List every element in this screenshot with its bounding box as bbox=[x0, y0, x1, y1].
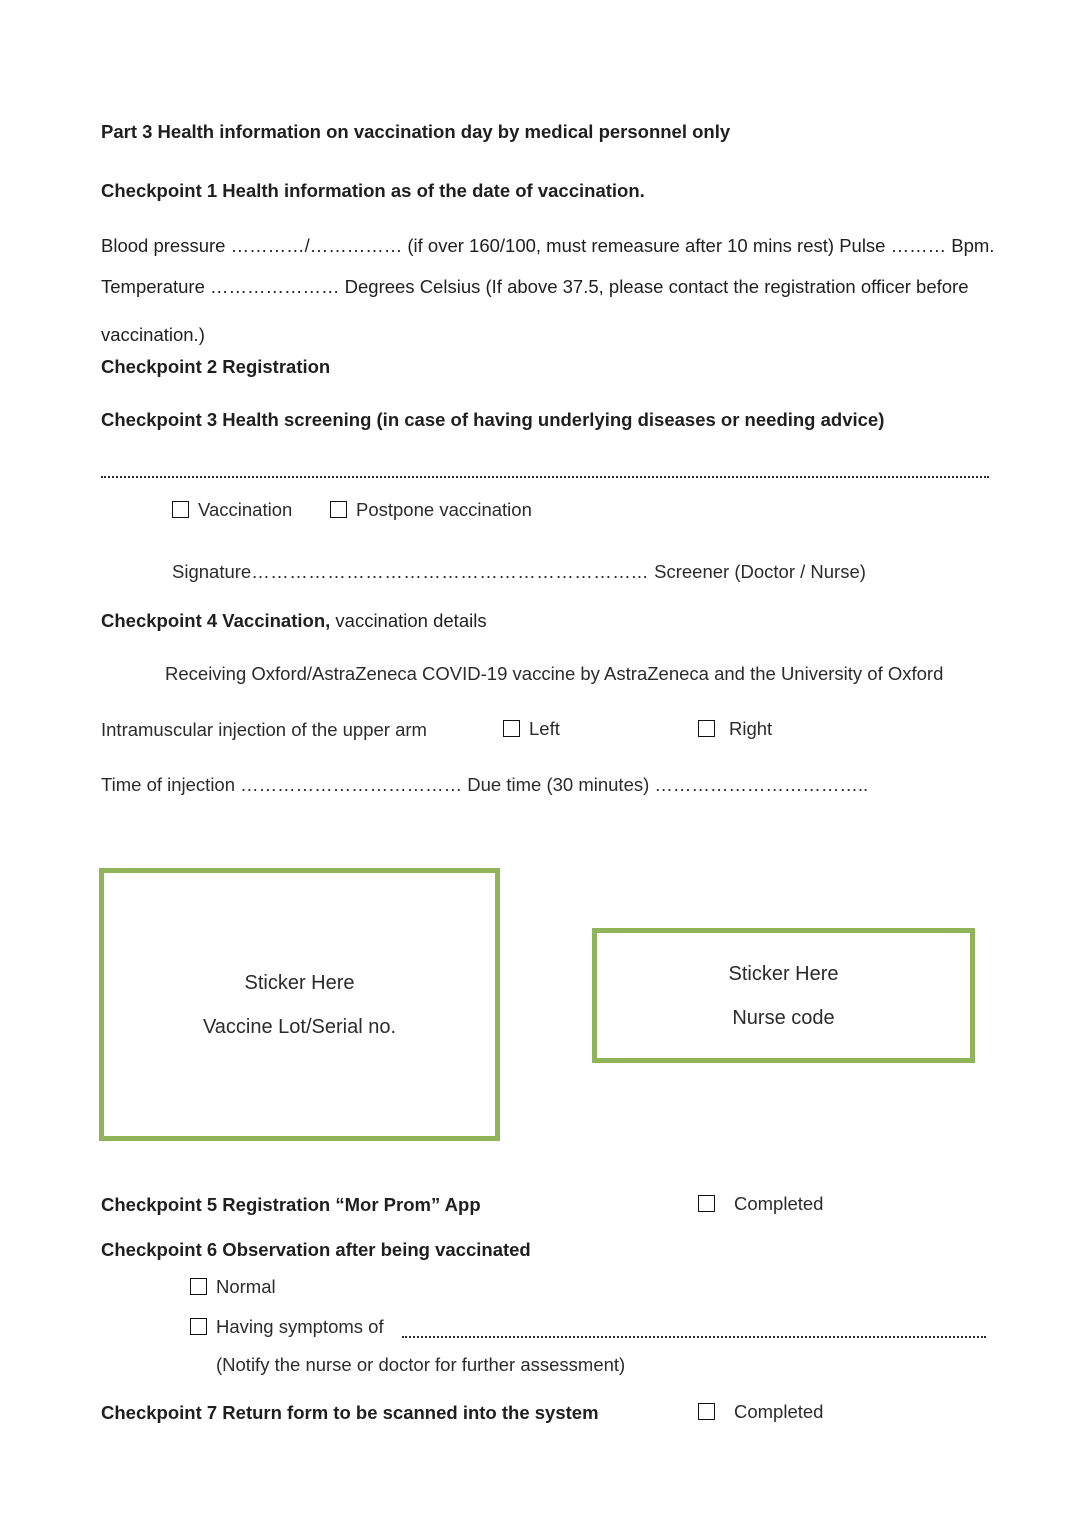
temperature-line: Temperature ………………… Degrees Celsius (If above 37.5, please contact the registration officer before vaccination.) bbox=[101, 276, 969, 345]
checkbox-observation-normal-label: Normal bbox=[216, 1276, 276, 1297]
checkbox-postpone-vaccination-label: Postpone vaccination bbox=[356, 499, 532, 520]
checkbox-checkpoint-5-completed-box[interactable] bbox=[698, 1195, 715, 1212]
checkbox-checkpoint-7-completed-box[interactable] bbox=[698, 1403, 715, 1420]
injection-time-line[interactable]: Time of injection ……………………………… Due time (30 minutes) …………………………….. bbox=[101, 774, 869, 795]
checkbox-checkpoint-5-completed[interactable] bbox=[698, 1193, 823, 1215]
part-title: Part 3 Health information on vaccination day by medical personnel only bbox=[101, 121, 731, 142]
checkpoint-4-heading-bold: Checkpoint 4 Vaccination, bbox=[101, 610, 331, 631]
checkpoint-2-heading: Checkpoint 2 Registration bbox=[101, 356, 331, 377]
checkpoint-1-heading: Checkpoint 1 Health information as of the date of vaccination. bbox=[101, 180, 645, 201]
signature-label: Signature bbox=[172, 561, 252, 582]
signature-dotted-line[interactable]: ……………………………………………………... bbox=[251, 561, 649, 582]
sticker-vaccine-lot-line2: Vaccine Lot/Serial no. bbox=[202, 1015, 397, 1038]
checkbox-observation-symptoms-box[interactable] bbox=[190, 1318, 207, 1335]
checkbox-arm-left-box[interactable] bbox=[503, 720, 520, 737]
checkbox-vaccination-box[interactable] bbox=[172, 501, 189, 518]
blood-pressure-line: Blood pressure …………/…………… (if over 160/100, must remeasure after 10 mins rest) Pulse ……… Bpm. bbox=[101, 235, 995, 256]
screening-notes-dotted-line[interactable] bbox=[101, 476, 989, 478]
checkbox-checkpoint-5-completed-label: Completed bbox=[734, 1193, 824, 1214]
checkbox-checkpoint-7-completed[interactable] bbox=[698, 1401, 823, 1423]
checkbox-postpone-vaccination-box[interactable] bbox=[330, 501, 347, 518]
checkpoint-4-heading-regular: vaccination details bbox=[330, 610, 487, 631]
checkpoint-6-heading: Checkpoint 6 Observation after being vaccinated bbox=[101, 1239, 531, 1260]
checkpoint-5-heading: Checkpoint 5 Registration “Mor Prom” App bbox=[101, 1194, 481, 1215]
checkbox-arm-left[interactable] bbox=[503, 718, 560, 740]
vaccine-description-line: Receiving Oxford/AstraZeneca COVID-19 vaccine by AstraZeneca and the University of Oxford bbox=[165, 663, 944, 684]
checkpoint-7-heading: Checkpoint 7 Return form to be scanned into the system bbox=[101, 1402, 599, 1423]
signature-role-label: Screener (Doctor / Nurse) bbox=[654, 561, 866, 582]
signature-row bbox=[172, 560, 866, 583]
checkbox-arm-right-label: Right bbox=[729, 718, 773, 739]
checkbox-vaccination[interactable] bbox=[172, 499, 292, 521]
sticker-box-nurse-code[interactable] bbox=[592, 928, 975, 1063]
injection-site-label: Intramuscular injection of the upper arm bbox=[101, 719, 427, 740]
observation-note: (Notify the nurse or doctor for further assessment) bbox=[216, 1354, 626, 1375]
checkbox-checkpoint-7-completed-label: Completed bbox=[734, 1401, 824, 1422]
checkbox-observation-symptoms[interactable] bbox=[190, 1316, 384, 1338]
sticker-box-vaccine-lot[interactable] bbox=[99, 868, 500, 1141]
checkpoint-3-heading: Checkpoint 3 Health screening (in case of having underlying diseases or needing advice) bbox=[101, 409, 885, 430]
checkbox-vaccination-label: Vaccination bbox=[198, 499, 293, 520]
checkbox-arm-right[interactable] bbox=[698, 718, 772, 740]
checkbox-arm-right-box[interactable] bbox=[698, 720, 715, 737]
checkbox-observation-normal[interactable] bbox=[190, 1276, 276, 1298]
checkbox-observation-symptoms-label: Having symptoms of bbox=[216, 1316, 384, 1337]
sticker-vaccine-lot-line1: Sticker Here bbox=[244, 971, 355, 994]
checkpoint-4-heading bbox=[101, 609, 487, 632]
symptoms-dotted-line[interactable] bbox=[402, 1336, 986, 1338]
checkbox-postpone-vaccination[interactable] bbox=[330, 499, 532, 521]
sticker-nurse-code-line2: Nurse code bbox=[732, 1006, 835, 1029]
checkbox-observation-normal-box[interactable] bbox=[190, 1278, 207, 1295]
checkbox-arm-left-label: Left bbox=[529, 718, 560, 739]
sticker-nurse-code-line1: Sticker Here bbox=[728, 962, 839, 985]
